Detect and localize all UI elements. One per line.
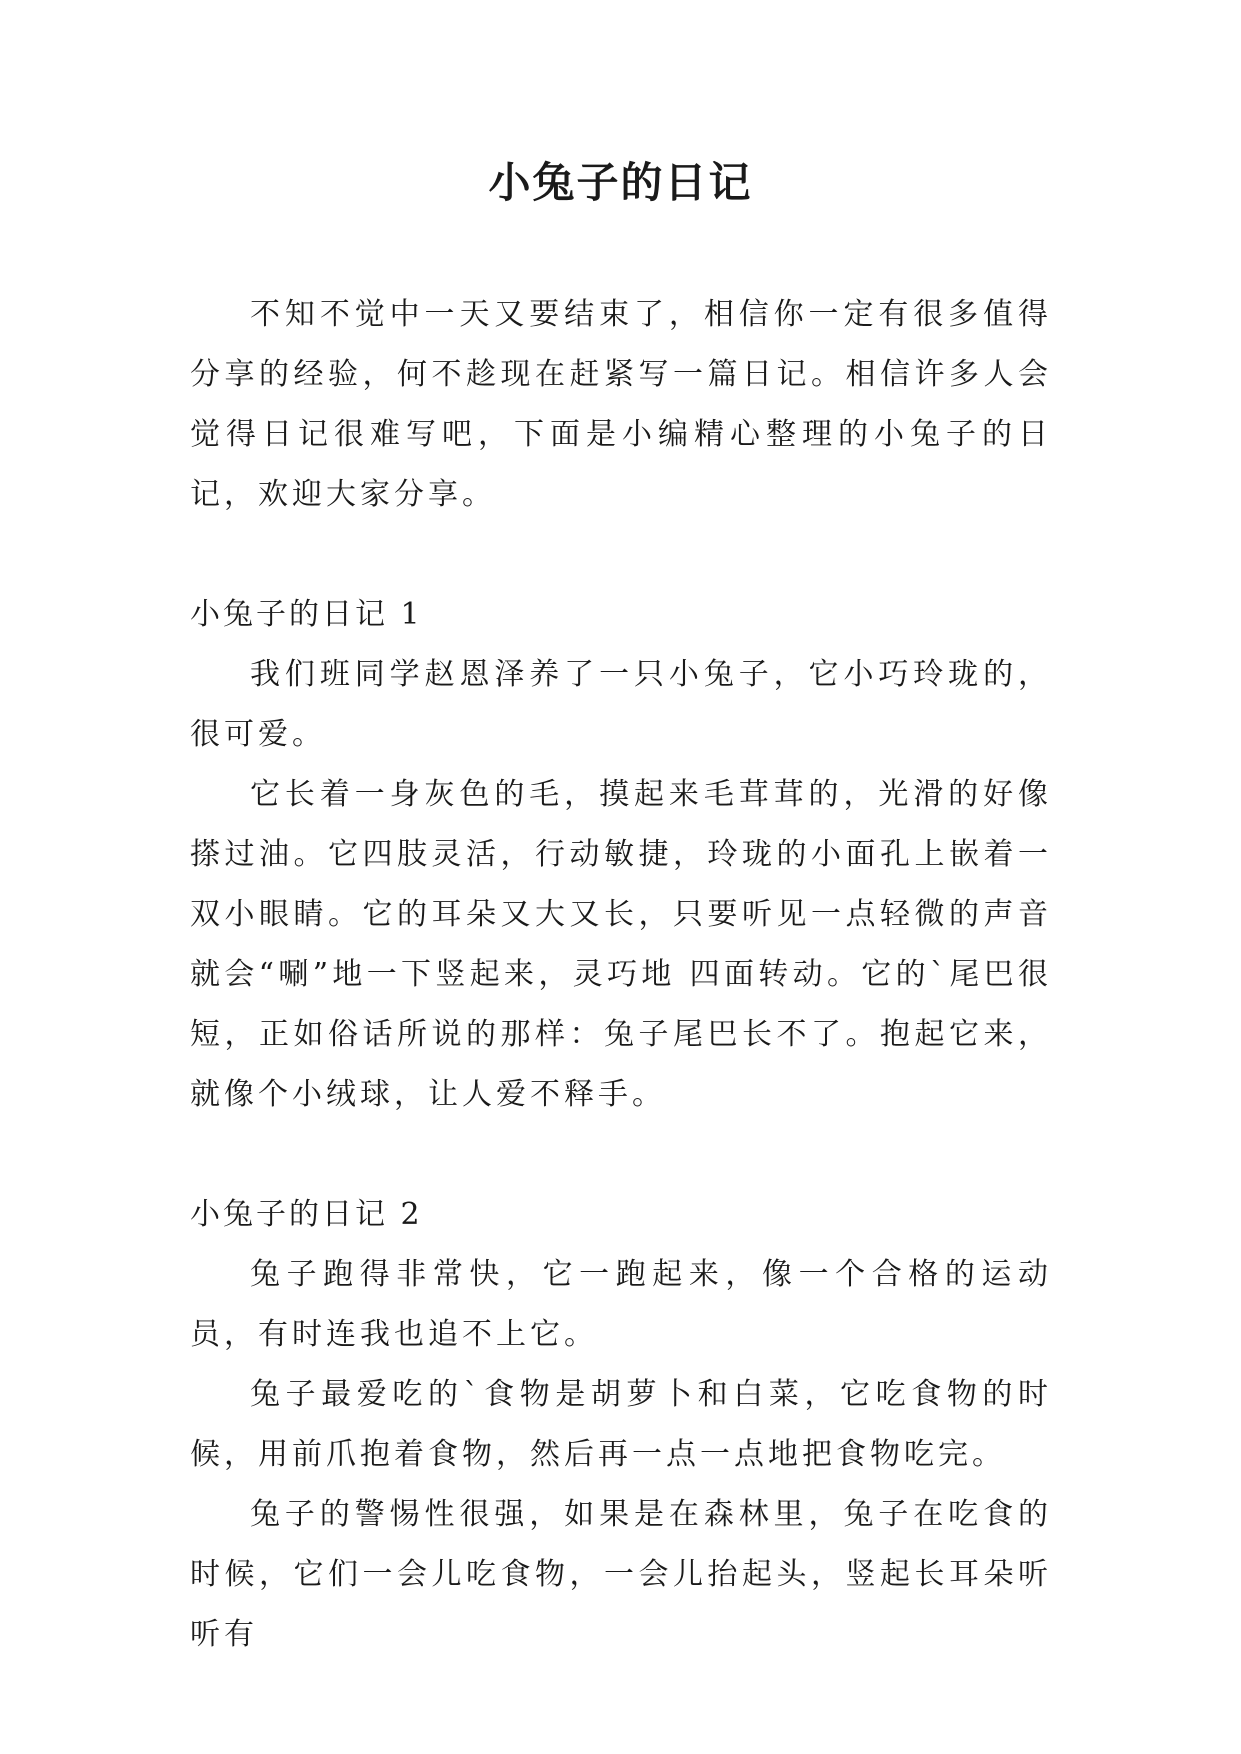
spacer	[190, 525, 1052, 585]
document-title: 小兔子的日记	[488, 158, 753, 207]
section-2-paragraph-3: 兔子的警惕性很强，如果是在森林里，兔子在吃食的时候，它们一会儿吃食物，一会儿抬起头，竖起长耳朵听听有	[190, 1497, 1052, 1652]
document-body	[190, 285, 1052, 1665]
section-2-paragraph-2: 兔子最爱吃的`食物是胡萝卜和白菜，它吃食物的时候，用前爪抱着食物，然后再一点一点地把食物吃完。	[190, 1377, 1052, 1472]
section-1-paragraph-2: 它长着一身灰色的毛，摸起来毛茸茸的，光滑的好像搽过油。它四肢灵活，行动敏捷，玲珑的小面孔上嵌着一双小眼睛。它的耳朵又大又长，只要听见一点轻微的声音就会“唰”地一下竖起来，灵巧地 四面转动。它的`尾巴很短，正如俗话所说的那样：兔子尾巴长不了。抱起它来，就像个小绒球，让人爱不释手。	[190, 777, 1052, 1112]
intro-paragraph: 不知不觉中一天又要结束了，相信你一定有很多值得分享的经验，何不趁现在赶紧写一篇日记。相信许多人会觉得日记很难写吧，下面是小编精心整理的小兔子的日记，欢迎大家分享。	[190, 297, 1052, 512]
section-1-paragraph-1: 我们班同学赵恩泽养了一只小兔子，它小巧玲珑的，很可爱。	[190, 657, 1052, 752]
spacer	[190, 1125, 1052, 1185]
section-2-paragraph-1: 兔子跑得非常快，它一跑起来，像一个合格的运动员，有时连我也追不上它。	[190, 1257, 1052, 1352]
section-heading-2: 小兔子的日记 2	[190, 1197, 423, 1232]
section-heading-1: 小兔子的日记 1	[190, 597, 423, 632]
